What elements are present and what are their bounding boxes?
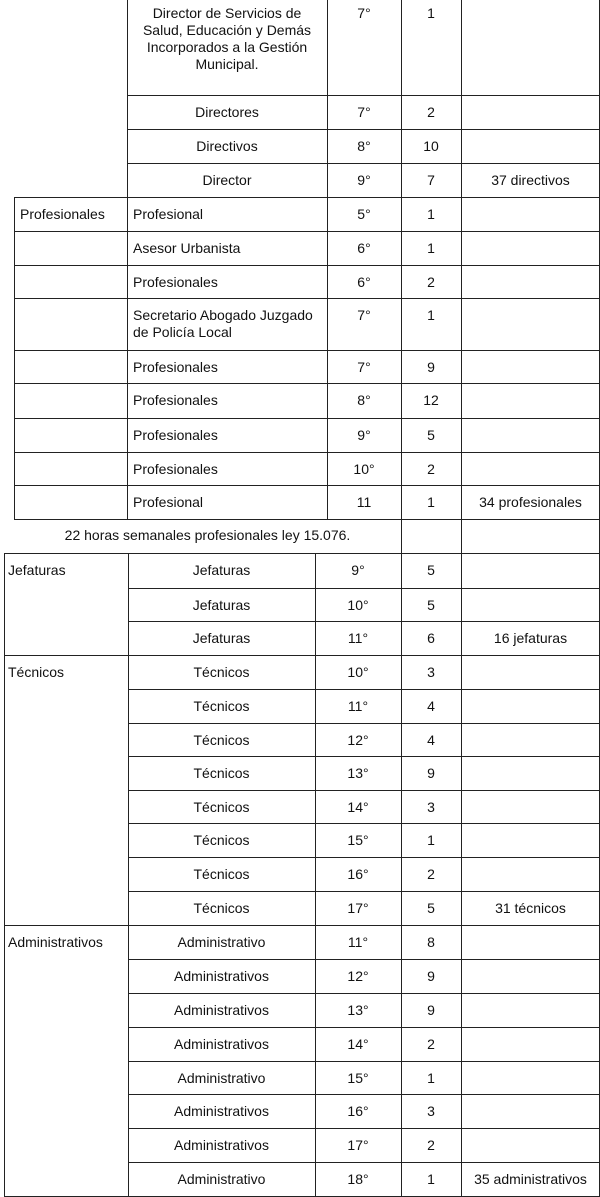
grade-cell: 17°: [347, 1137, 369, 1153]
row-rule: [4, 553, 600, 554]
quantity-cell: 4: [427, 732, 435, 748]
grade-cell: 6°: [357, 240, 371, 256]
position-cell: Administrativo: [177, 1171, 266, 1187]
row-rule: [14, 383, 600, 384]
column-rule: [127, 0, 128, 519]
position-cell: Técnicos: [193, 832, 250, 848]
quantity-cell: 9: [427, 1002, 435, 1018]
row-rule: [14, 298, 600, 299]
quantity-cell: 10: [423, 138, 439, 154]
quantity-cell: 1: [427, 1171, 435, 1187]
row-rule: [128, 1027, 600, 1028]
position-cell: Jefaturas: [192, 562, 251, 578]
position-cell: Administrativos: [174, 1036, 269, 1052]
quantity-cell: 1: [427, 832, 435, 848]
row-rule: [14, 485, 600, 486]
grade-cell: 14°: [347, 1036, 369, 1052]
grade-cell: 13°: [347, 765, 369, 781]
grade-cell: 5°: [357, 206, 371, 222]
position-cell: Administrativos: [174, 968, 269, 984]
column-rule: [4, 553, 5, 1196]
category-cell: Administrativos: [8, 934, 103, 950]
position-cell: Administrativos: [174, 1002, 269, 1018]
category-cell: Profesionales: [20, 206, 105, 222]
position-cell: Jefaturas: [192, 597, 251, 613]
quantity-cell: 2: [427, 104, 435, 120]
column-rule: [461, 553, 462, 1196]
position-cell: Profesionales: [133, 359, 218, 375]
row-rule: [14, 231, 600, 232]
quantity-cell: 2: [427, 1137, 435, 1153]
grade-cell: 16°: [347, 1103, 369, 1119]
position-cell: Administrativos: [174, 1137, 269, 1153]
column-rule: [461, 0, 462, 519]
grade-cell: 12°: [347, 732, 369, 748]
position-cell: Director de Servicios de Salud, Educación y Demás Incorporados a la Gestión Municipal.: [142, 5, 312, 72]
grade-cell: 8°: [357, 392, 371, 408]
quantity-cell: 5: [427, 562, 435, 578]
row-rule: [128, 891, 600, 892]
grade-cell: 10°: [347, 664, 369, 680]
position-cell: Directivos: [196, 138, 258, 154]
grade-cell: 9°: [357, 427, 371, 443]
position-cell: Administrativo: [177, 934, 266, 950]
grade-cell: 11: [356, 494, 372, 510]
row-rule: [14, 265, 600, 266]
note-text: 22 horas semanales profesionales ley 15.076.: [64, 527, 351, 543]
quantity-cell: 5: [427, 427, 435, 443]
row-rule: [4, 655, 600, 656]
row-rule: [128, 588, 600, 589]
row-rule: [14, 418, 600, 419]
row-rule: [128, 1094, 600, 1095]
position-cell: Secretario Abogado Juzgado de Policía Local: [133, 307, 313, 340]
position-cell: Profesionales: [133, 427, 218, 443]
total-cell: 35 administrativos: [474, 1171, 587, 1187]
quantity-cell: 6: [427, 630, 435, 646]
quantity-cell: 7: [427, 172, 435, 188]
row-rule: [128, 621, 600, 622]
grade-cell: 15°: [347, 832, 369, 848]
grade-cell: 7°: [357, 104, 371, 120]
quantity-cell: 1: [427, 494, 435, 510]
grade-cell: 12°: [347, 968, 369, 984]
row-rule: [128, 857, 600, 858]
grade-cell: 9°: [351, 562, 365, 578]
quantity-cell: 2: [427, 461, 435, 477]
grade-cell: 11°: [347, 934, 369, 950]
position-cell: Técnicos: [193, 732, 250, 748]
total-cell: 31 técnicos: [495, 900, 566, 916]
quantity-cell: 3: [427, 1103, 435, 1119]
grade-cell: 14°: [347, 799, 369, 815]
category-cell: Jefaturas: [8, 562, 66, 578]
row-rule: [128, 823, 600, 824]
row-rule: [128, 993, 600, 994]
row-rule: [127, 129, 600, 130]
grade-cell: 11°: [347, 698, 369, 714]
grade-cell: 15°: [347, 1070, 369, 1086]
row-rule: [128, 959, 600, 960]
quantity-cell: 9: [427, 765, 435, 781]
quantity-cell: 1: [427, 5, 435, 21]
position-cell: Profesionales: [133, 392, 218, 408]
row-rule: [128, 1162, 600, 1163]
quantity-cell: 12: [423, 392, 439, 408]
quantity-cell: 1: [427, 240, 435, 256]
position-cell: Profesionales: [133, 274, 218, 290]
position-cell: Administrativos: [174, 1103, 269, 1119]
grade-cell: 11°: [347, 630, 369, 646]
grade-cell: 16°: [347, 866, 369, 882]
position-cell: Directores: [195, 104, 259, 120]
row-rule: [14, 452, 600, 453]
grade-cell: 10°: [347, 597, 369, 613]
position-cell: Técnicos: [193, 765, 250, 781]
row-rule: [4, 925, 600, 926]
position-cell: Técnicos: [193, 900, 250, 916]
quantity-cell: 1: [427, 307, 435, 323]
column-rule: [14, 197, 15, 519]
grade-cell: 7°: [357, 359, 371, 375]
position-cell: Técnicos: [193, 866, 250, 882]
quantity-cell: 8: [427, 934, 435, 950]
row-rule: [14, 350, 600, 351]
position-cell: Director: [202, 172, 252, 188]
position-cell: Técnicos: [193, 698, 250, 714]
quantity-cell: 2: [427, 1036, 435, 1052]
row-rule: [128, 1061, 600, 1062]
position-cell: Técnicos: [193, 799, 250, 815]
grade-cell: 6°: [357, 274, 371, 290]
grade-cell: 17°: [347, 900, 369, 916]
row-rule: [127, 95, 600, 96]
position-cell: Técnicos: [193, 664, 250, 680]
grade-cell: 9°: [357, 172, 371, 188]
row-rule: [128, 756, 600, 757]
row-rule: [128, 790, 600, 791]
column-rule: [401, 519, 402, 553]
quantity-cell: 3: [427, 664, 435, 680]
row-rule: [127, 163, 600, 164]
total-cell: 37 directivos: [491, 172, 570, 188]
row-rule: [14, 519, 600, 520]
row-rule: [128, 1128, 600, 1129]
category-cell: Técnicos: [8, 664, 65, 680]
quantity-cell: 5: [427, 597, 435, 613]
quantity-cell: 1: [427, 1070, 435, 1086]
quantity-cell: 9: [427, 968, 435, 984]
row-rule: [128, 723, 600, 724]
total-cell: 16 jefaturas: [493, 630, 568, 646]
position-cell: Profesional: [133, 206, 204, 222]
position-cell: Profesional: [133, 494, 204, 510]
grade-cell: 7°: [357, 307, 371, 323]
quantity-cell: 2: [427, 866, 435, 882]
position-cell: Asesor Urbanista: [133, 240, 241, 256]
grade-cell: 13°: [347, 1002, 369, 1018]
quantity-cell: 2: [427, 274, 435, 290]
quantity-cell: 3: [427, 799, 435, 815]
quantity-cell: 1: [427, 206, 435, 222]
row-rule: [128, 689, 600, 690]
grade-cell: 8°: [357, 138, 371, 154]
quantity-cell: 9: [427, 359, 435, 375]
grade-cell: 10°: [353, 461, 375, 477]
position-cell: Administrativo: [177, 1070, 266, 1086]
quantity-cell: 5: [427, 900, 435, 916]
column-rule: [461, 519, 462, 553]
quantity-cell: 4: [427, 698, 435, 714]
position-cell: Jefaturas: [192, 630, 251, 646]
position-cell: Profesionales: [133, 461, 218, 477]
grade-cell: 7°: [357, 5, 371, 21]
row-rule: [14, 197, 600, 198]
total-cell: 34 profesionales: [479, 494, 582, 510]
grade-cell: 18°: [347, 1171, 369, 1187]
